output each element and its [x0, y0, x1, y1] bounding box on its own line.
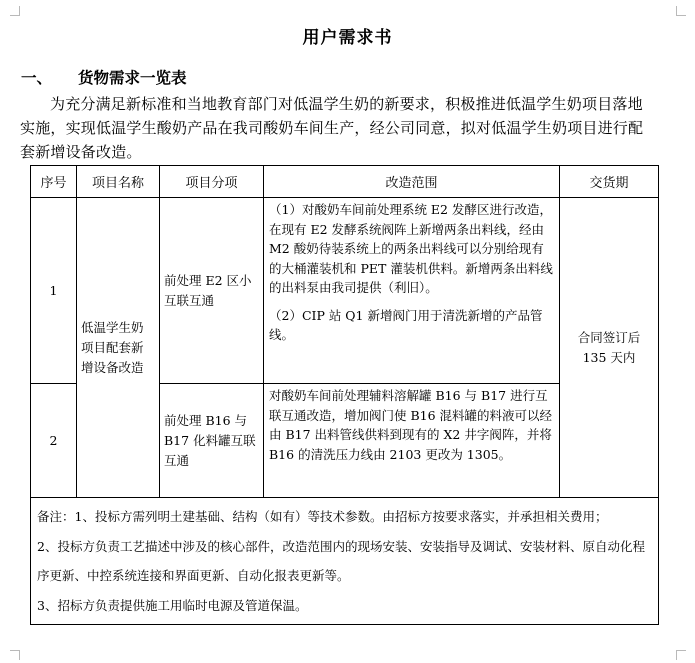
- intro-text: 为充分满足新标准和当地教育部门对低温学生奶的新要求，积极推进低温学生奶项目落地实施，实现低温学生酸奶产品在我司酸奶车间生产，经公司同意，拟对低温学生奶项目进行配套新增设备改造。: [20, 95, 644, 161]
- header-delivery: 交货期: [560, 166, 659, 198]
- header-scope: 改造范围: [264, 166, 560, 198]
- note-3: 3、招标方负责提供施工用临时电源及管道保温。: [37, 597, 308, 613]
- note-1: 备注：1、投标方需列明土建基础、结构（如有）等技术参数。由招标方按要求落实，并承担相关费用；: [37, 509, 608, 524]
- requirements-table: [30, 165, 659, 625]
- scope-item: （2）CIP 站 Q1 新增阀门用于清洗新增的产品管线。: [269, 307, 543, 342]
- header-sub-item: 项目分项: [160, 166, 264, 198]
- scope-item: 对酸奶车间前处理辅料溶解罐 B16 与 B17 进行互联互通改造，增加阀门使 B16 混料罐的料液可以经由 B17 出料管线供料到现有的 X2 井字阀阵，并将 B16 的清洗压力线由 2103 更改为 1305。: [269, 388, 553, 462]
- scope-cell: [264, 198, 560, 384]
- note-2: 2、投标方负责工艺描述中涉及的核心部件，改造范围内的现场安装、安装指导及调试、安装材料、原自动化程序更新、中控系统连接和界面更新、自动化报表更新等。: [37, 538, 645, 583]
- project-name: 低温学生奶项目配套新增设备改造: [77, 198, 160, 498]
- row-no: 2: [31, 384, 77, 498]
- margin-mark-top-right: [676, 6, 686, 16]
- header-project-name: 项目名称: [77, 166, 160, 198]
- notes-cell: [31, 498, 659, 625]
- delivery-time: 合同签订后 135 天内: [560, 198, 659, 498]
- sub-item: 前处理 E2 区小互联互通: [160, 198, 264, 384]
- document-title: 用户需求书: [302, 28, 393, 48]
- margin-mark-bottom-left: [10, 650, 20, 660]
- table-header-row: [31, 166, 659, 198]
- scope-cell: [264, 384, 560, 498]
- margin-mark-bottom-right: [676, 650, 686, 660]
- section-heading: [21, 66, 187, 88]
- intro-paragraph: [20, 92, 648, 164]
- header-no: 序号: [31, 166, 77, 198]
- section-number: 一、: [21, 68, 53, 87]
- scope-item: （1）对酸奶车间前处理系统 E2 发酵区进行改造，在现有 E2 发酵系统阀阵上新增两条出料线，经由 M2 酸奶待装系统上的两条出料线可以分别给现有的大桶灌装机和 PET 灌装机供料。新增两条出料线的出料泵由我司提供（利旧）。: [269, 202, 553, 295]
- table-row: [31, 198, 659, 384]
- margin-mark-top-left: [10, 6, 20, 16]
- sub-item: 前处理 B16 与 B17 化料罐互联互通: [160, 384, 264, 498]
- notes-row: [31, 498, 659, 625]
- section-title: 货物需求一览表: [78, 68, 187, 87]
- row-no: 1: [31, 198, 77, 384]
